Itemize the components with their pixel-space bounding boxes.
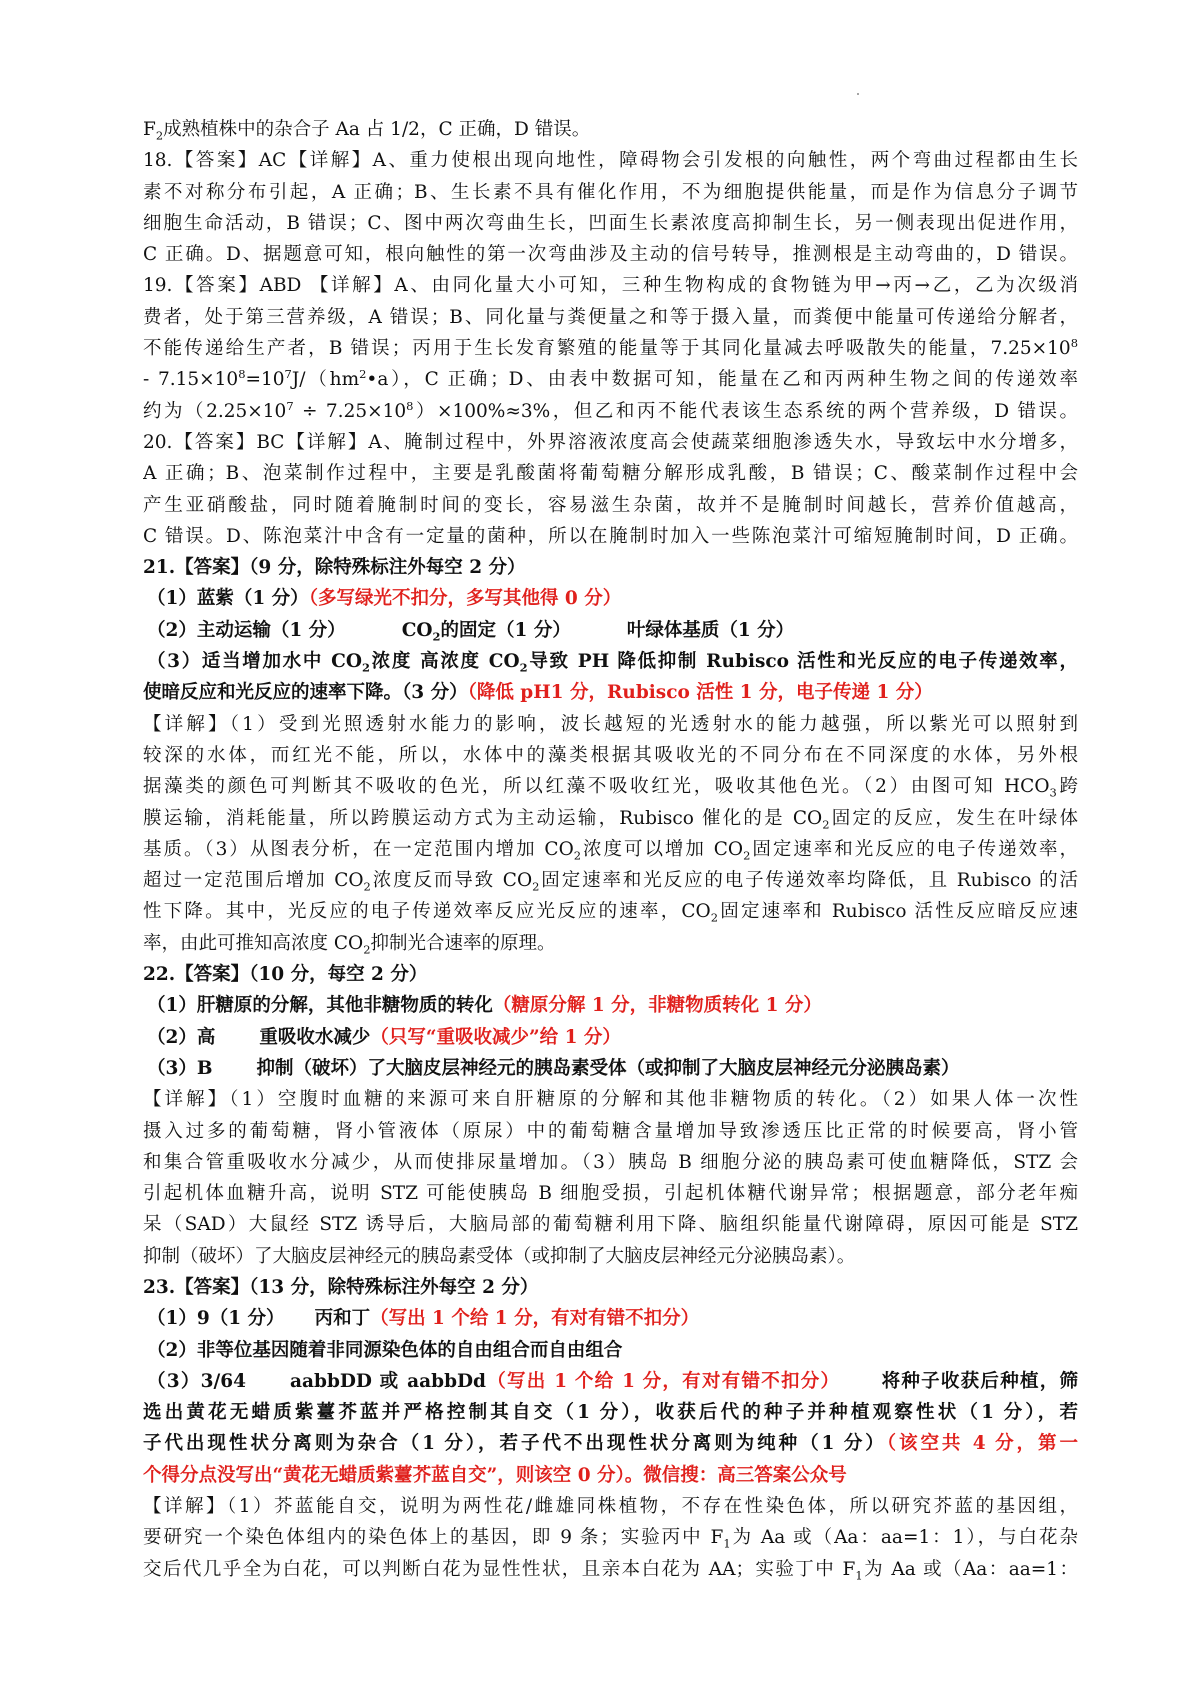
- text-line: [143, 834, 1078, 865]
- scoring-note: （糖原分解 1 分，非糖物质转化 1 分）: [492, 995, 822, 1017]
- text-line: [143, 1053, 1078, 1084]
- text-line: [143, 1460, 1078, 1491]
- superscript: 8: [238, 367, 246, 382]
- text-line: [143, 114, 1078, 145]
- text-run: 【详解】（1）芥蓝能自交，说明为两性花/雌雄同株植物，不存在性染色体，所以研究芥蓝的基因组，: [143, 1496, 1078, 1518]
- text-run: 细胞生命活动，B 错误；C、图中两次弯曲生长，凹面生长素浓度高抑制生长，另一侧表现出促进作用，: [143, 212, 1078, 234]
- text-line: [143, 1209, 1078, 1240]
- text-run: 23.【答案】（13 分，除特殊标注外每空 2 分）: [143, 1276, 539, 1298]
- text-run: 固定的反应，发生在叶绿体: [829, 807, 1078, 829]
- text-run: 【详解】（1）受到光照透射水能力的影响，波长越短的光透射水的能力越强，所以紫光可以照射到: [143, 713, 1078, 735]
- text-line: [143, 490, 1078, 521]
- text-run: 抑制（破坏）了大脑皮层神经元的胰岛素受体（或抑制了大脑皮层神经元分泌胰岛素）: [256, 1057, 960, 1079]
- text-run: 抑制光合速率的原理。: [370, 932, 556, 954]
- text-run: 20.【答案】BC【详解】A、腌制过程中，外界溶液浓度高会使蔬菜细胞渗透失水，导致坛中水分增多，: [143, 431, 1078, 453]
- text-line: [143, 1366, 1078, 1397]
- text-line: [143, 302, 1078, 333]
- text-line: [143, 709, 1078, 740]
- text-run: （3）适当增加水中 CO: [147, 651, 362, 673]
- text-run: 产生亚硝酸盐，同时随着腌制时间的变长，容易滋生杂菌，故并不是腌制时间越长，营养价值越高，: [143, 494, 1078, 516]
- text-run: C 错误。D、陈泡菜汁中含有一定量的菌种，所以在腌制时加入一些陈泡菜汁可缩短腌制时间，D 正确。: [143, 525, 1078, 547]
- text-run: 抑制（破坏）了大脑皮层神经元的胰岛素受体（或抑制了大脑皮层神经元分泌胰岛素）。: [143, 1245, 856, 1267]
- text-run: 较深的水体，而红光不能，所以，水体中的藻类根据其吸收光的不同分布在不同深度的水体，另外根: [143, 744, 1078, 766]
- text-line: [143, 677, 1078, 708]
- text-line: [143, 1084, 1078, 1115]
- superscript: 7: [286, 398, 294, 413]
- text-line: [143, 615, 1078, 646]
- text-line: [143, 208, 1078, 239]
- superscript: 2: [359, 367, 367, 382]
- text-line: [143, 521, 1078, 552]
- text-run: （3）B: [147, 1057, 213, 1079]
- text-run: 浓度反而导致 CO: [370, 870, 533, 892]
- subscript: 2: [710, 911, 719, 926]
- text-line: [143, 1303, 1078, 1334]
- subscript: 2: [361, 660, 370, 675]
- text-line: [143, 1491, 1078, 1522]
- text-line: [143, 1522, 1078, 1553]
- text-run: A 正确；B、泡菜制作过程中，主要是乳酸菌将葡萄糖分解形成乳酸，B 错误；C、酸菜制作过程中会: [143, 463, 1078, 485]
- text-line: [143, 1147, 1078, 1178]
- text-run: C 正确。D、据题意可知，根向触性的第一次弯曲涉及主动的信号转导，推测根是主动弯曲的，D 错误。: [143, 244, 1078, 266]
- text-run: 19.【答案】ABD 【详解】A、由同化量大小可知，三种生物构成的食物链为甲→丙→乙，乙为次级消: [143, 275, 1078, 297]
- text-run: 据藻类的颜色可判断其不吸收的色光，所以红藻不吸收红光，吸收其他色光。（2）由图可知 HCO: [143, 776, 1050, 798]
- text-run: 约为（2.25×10: [143, 400, 287, 422]
- text-run: 浓度可以增加 CO: [581, 838, 744, 860]
- text-run: 交后代几乎全为白花，可以判断白花为显性性状，且亲本白花为 AA；实验丁中 F: [143, 1558, 856, 1580]
- text-run: 固定速率和 Rubisco 活性反应暗反应速: [718, 901, 1078, 923]
- text-run: 为 Aa 或（Aa：aa=1：: [862, 1558, 1078, 1580]
- text-run: 子代出现性状分离则为杂合（1 分），若子代不出现性状分离则为纯种（1 分）: [143, 1433, 887, 1455]
- text-run: 跨: [1056, 776, 1078, 798]
- text-line: [143, 896, 1078, 927]
- text-run: （3）3/64: [147, 1370, 247, 1392]
- text-run: 18.【答案】AC【详解】A、重力使根出现向地性，障碍物会引发根的向触性，两个弯曲过程都由生长: [143, 150, 1078, 172]
- text-line: [143, 1116, 1078, 1147]
- text-run: 选出黄花无蜡质紫薹芥蓝并严格控制其自交（1 分），收获后代的种子并种植观察性状（1 分），若: [143, 1402, 1078, 1424]
- subscript: 2: [743, 848, 751, 863]
- text-run: •a），C 正确；D、由表中数据可知，能量在乙和丙两种生物之间的传递效率: [366, 369, 1078, 391]
- text-line: [143, 427, 1078, 458]
- superscript: 8: [1070, 335, 1078, 350]
- text-line: [143, 959, 1078, 990]
- text-line: [143, 1428, 1078, 1459]
- text-run: （2）高: [147, 1026, 216, 1048]
- scoring-note: 个得分点没写出“黄花无蜡质紫薹芥蓝自交”，则该空 0 分）。微信搜：高三答案公众号: [143, 1464, 847, 1486]
- subscript: 2: [432, 629, 441, 644]
- text-run: 素不对称分布引起，A 正确；B、生长素不具有催化作用，不为细胞提供能量，而是作为信息分子调节: [143, 181, 1078, 203]
- text-run: CO: [401, 619, 433, 641]
- text-run: （1）9（1 分）: [147, 1308, 285, 1330]
- text-run: 固定速率和光反应的电子传递效率均降低，且 Rubisco 的活: [539, 870, 1078, 892]
- scoring-note: （只写“重吸收减少”给 1 分）: [370, 1026, 621, 1048]
- scoring-note: （该空共 4 分，第一: [886, 1433, 1078, 1455]
- text-line: [143, 1335, 1078, 1366]
- text-run: J/（hm: [291, 369, 360, 391]
- document-body: [143, 114, 1078, 1585]
- text-run: 的固定（1 分）: [440, 619, 571, 641]
- text-line: [143, 396, 1078, 427]
- text-run: 和集合管重吸收水分减少，从而使排尿量增加。（3）胰岛 B 细胞分泌的胰岛素可使血糖降低，STZ 会: [143, 1151, 1078, 1173]
- text-run: 性下降。其中，光反应的电子传递效率反应光反应的速率，CO: [143, 901, 711, 923]
- text-line: [143, 552, 1078, 583]
- scan-dot: [857, 93, 859, 95]
- text-run: 重吸收水减少: [259, 1026, 371, 1048]
- text-run: 呆（SAD）大鼠经 STZ 诱导后，大脑局部的葡萄糖利用下降、脑组织能量代谢障碍，原因可能是 STZ: [143, 1214, 1078, 1236]
- text-run: 引起机体血糖升高，说明 STZ 可能使胰岛 B 细胞受损，引起机体糖代谢异常；根据题意，部分老年痴: [143, 1183, 1078, 1205]
- text-run: F: [143, 119, 156, 140]
- text-run: 膜运输，消耗能量，所以跨膜运动方式为主动运输，Rubisco 催化的是 CO: [143, 807, 823, 829]
- subscript: 2: [363, 879, 371, 894]
- text-run: （1）肝糖原的分解，其他非糖物质的转化: [147, 995, 493, 1017]
- subscript: 2: [519, 660, 528, 675]
- text-run: 浓度 高浓度 CO: [369, 651, 520, 673]
- subscript: 2: [532, 879, 540, 894]
- text-run: 要研究一个染色体组内的染色体上的基因，即 9 条；实验丙中 F: [143, 1527, 724, 1549]
- text-line: [143, 1178, 1078, 1209]
- text-line: [143, 239, 1078, 270]
- subscript: 1: [855, 1568, 863, 1583]
- text-run: 使暗反应和光反应的速率下降。（3 分）: [143, 682, 468, 704]
- subscript: 2: [363, 942, 371, 957]
- text-line: [143, 990, 1078, 1021]
- superscript: 8: [406, 398, 414, 413]
- text-run: 21.【答案】（9 分，除特殊标注外每空 2 分）: [143, 557, 526, 579]
- text-run: 基质。（3）从图表分析，在一定范围内增加 CO: [143, 838, 574, 860]
- scoring-note: （降低 pH1 分，Rubisco 活性 1 分，电子传递 1 分）: [467, 682, 933, 704]
- text-run: （2）非等位基因随着非同源染色体的自由组合而自由组合: [147, 1339, 623, 1361]
- text-line: [143, 458, 1078, 489]
- text-run: ）×100%≈3%，但乙和丙不能代表该生态系统的两个营养级，D 错误。: [413, 400, 1078, 422]
- text-run: 摄入过多的葡萄糖，肾小管液体（原尿）中的葡萄糖含量增加导致渗透压比正常的时候要高，肾小管: [143, 1120, 1078, 1142]
- text-line: [143, 1397, 1078, 1428]
- text-run: 率，由此可推知高浓度 CO: [143, 932, 364, 954]
- subscript: 3: [1049, 785, 1057, 800]
- text-run: =10: [245, 369, 285, 391]
- text-run: （2）主动运输（1 分）: [147, 619, 346, 641]
- text-line: [143, 583, 1078, 614]
- text-line: [143, 364, 1078, 395]
- text-line: [143, 1241, 1078, 1272]
- text-run: ÷ 7.25×10: [293, 400, 407, 422]
- text-run: 22.【答案】（10 分，每空 2 分）: [143, 964, 428, 986]
- subscript: 2: [822, 817, 830, 832]
- text-run: 费者，处于第三营养级，A 错误；B、同化量与粪便量之和等于摄入量，而粪便中能量可传递给分解者，: [143, 306, 1078, 328]
- superscript: 7: [284, 367, 292, 382]
- text-line: [143, 771, 1078, 802]
- text-run: aabbDD 或 aabbDd: [290, 1370, 486, 1392]
- text-line: [143, 145, 1078, 176]
- text-run: 叶绿体基质（1 分）: [626, 619, 795, 641]
- subscript: 2: [155, 128, 164, 143]
- text-run: 将种子收获后种植，筛: [880, 1370, 1078, 1392]
- text-line: [143, 333, 1078, 364]
- scoring-note: （多写绿光不扣分，多写其他得 0 分）: [308, 588, 622, 610]
- scoring-note: （写出 1 个给 1 分，有对有错不扣分）: [485, 1370, 841, 1392]
- text-line: [143, 1272, 1078, 1303]
- text-run: - 7.15×10: [143, 369, 239, 391]
- text-run: 【详解】（1）空腹时血糖的来源可来自肝糖原的分解和其他非糖物质的转化。（2）如果人体一次性: [143, 1089, 1078, 1111]
- subscript: 2: [573, 848, 582, 863]
- text-run: 导致 PH 降低抑制 Rubisco 活性和光反应的电子传递效率，: [527, 651, 1078, 673]
- text-run: 超过一定范围后增加 CO: [143, 870, 364, 892]
- text-run: 为 Aa 或（Aa：aa=1：1），与白花杂: [730, 1527, 1078, 1549]
- subscript: 1: [723, 1537, 731, 1552]
- text-line: [143, 865, 1078, 896]
- text-run: （1）蓝紫（1 分）: [147, 588, 309, 610]
- text-run: 不能传递给生产者，B 错误；丙用于生长发育繁殖的能量等于其同化量减去呼吸散失的能量，7.25×10: [143, 338, 1071, 360]
- text-line: [143, 646, 1078, 677]
- text-line: [143, 1554, 1078, 1585]
- text-line: [143, 928, 1078, 959]
- text-line: [143, 803, 1078, 834]
- text-line: [143, 1022, 1078, 1053]
- text-line: [143, 177, 1078, 208]
- text-run: 固定速率和光反应的电子传递效率，: [750, 838, 1078, 860]
- scoring-note: （写出 1 个给 1 分，有对有错不扣分）: [370, 1308, 700, 1330]
- text-run: 丙和丁: [314, 1308, 371, 1330]
- text-line: [143, 740, 1078, 771]
- text-run: 成熟植株中的杂合子 Aa 占 1/2，C 正确，D 错误。: [163, 119, 591, 140]
- text-line: [143, 270, 1078, 301]
